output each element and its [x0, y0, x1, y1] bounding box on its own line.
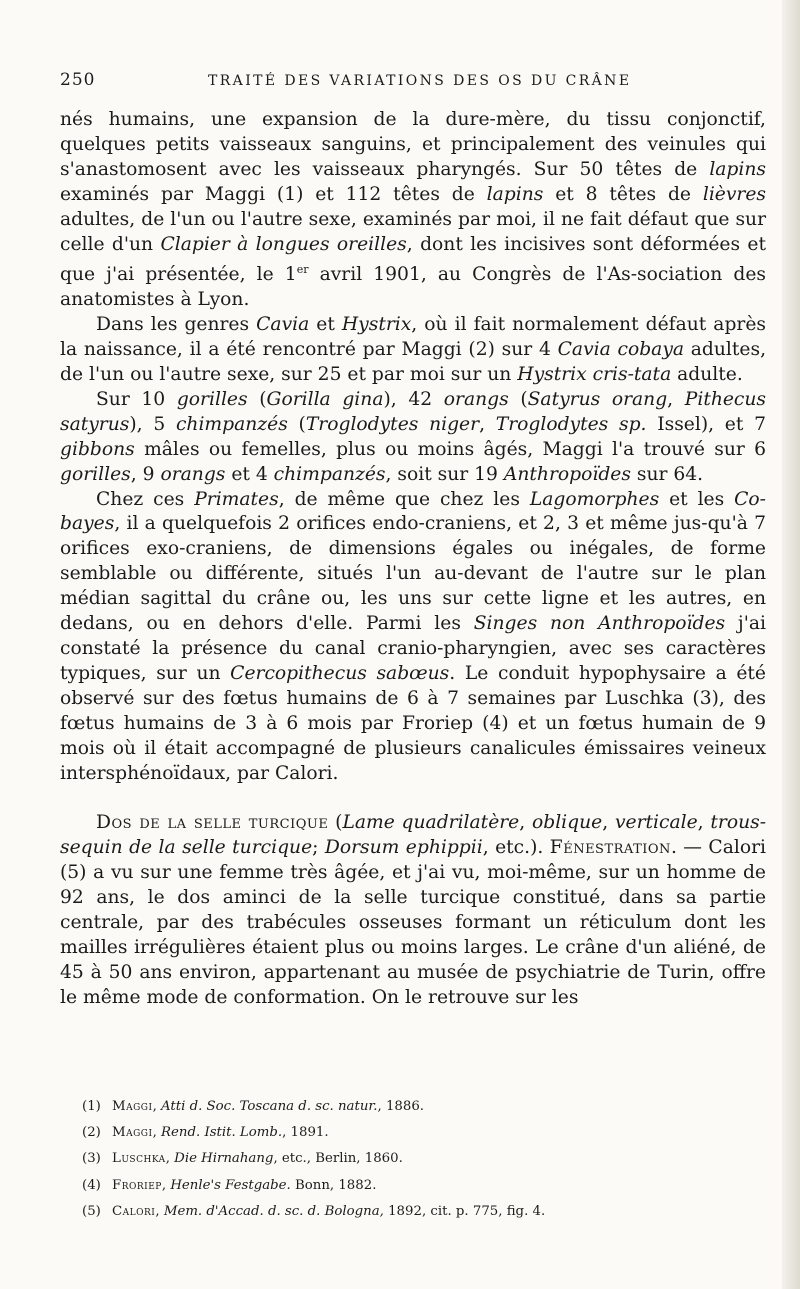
footnote: (3) Luschka, Die Hirnahang, etc., Berlin, 1860.: [82, 1151, 403, 1167]
main-text: [60, 108, 766, 1011]
page-header: [60, 70, 760, 92]
section-heading: Dos de la selle turcique: [96, 811, 329, 833]
scan-edge-shadow: [782, 0, 800, 1289]
footnote: (2) Maggi, Rend. Istit. Lomb., 1891.: [82, 1125, 329, 1141]
paragraph-3: Sur 10 gorilles (Gorilla gina), 42 orangs (Satyrus orang, Pithecus satyrus), 5 chimpanzés (Troglodytes niger, Troglodytes sp. Issel), et 7 gibbons mâles ou femelles, plus ou moins âgés, Maggi l'a trouvé sur 6 gorilles, 9 orangs et 4 chimpanzés, soit sur 19 Anthropoïdes sur 64.: [60, 388, 767, 485]
paragraph-5: Dos de la selle turcique (Lame quadrilatère, oblique, verticale, trous-sequin de la selle turcique; Dorsum ephippii, etc.). Fénestration. — Calori (5) a vu sur une femme très âgée, et j'ai vu, moi-même, sur un homme de 92 ans, le dos aminci de la selle turcique constitué, dans sa partie centrale, par des trabécules osseuses formant un réticulum dont les mailles irrégulières étaient plus ou moins larges. Le crâne d'un aliéné, de 45 à 50 ans environ, appartenant au musée de psychiatrie de Turin, offre le même mode de conformation. On le retrouve sur les: [60, 811, 767, 1008]
paragraph-4: Chez ces Primates, de même que chez les Lagomorphes et les Co-bayes, il a quelquefois 2 orifices endo-craniens, et 2, 3 et même jus-qu'à 7 orifices exo-craniens, de dimensions égales ou inégales, de forme semblable ou différente, situés l'un au-devant de l'autre sur le plan médian sagittal du crâne ou, les uns sur cette ligne et les autres, en dedans, ou en dehors d'elle. Parmi les Singes non Anthropoïdes j'ai constaté la présence du canal cranio-pharyngien, avec ses caractères typiques, sur un Cercopithecus sabœus. Le conduit hypophysaire a été observé sur des fœtus humains de 6 à 7 semaines par Luschka (3), des fœtus humains de 3 à 6 mois par Froriep (4) et un fœtus humain de 9 mois où il était accompagné de plusieurs canalicules émissaires veineux intersphénoïdaux, par Calori.: [60, 488, 766, 785]
footnote: (5) Calori, Mem. d'Accad. d. sc. d. Bologna, 1892, cit. p. 775, fig. 4.: [82, 1203, 546, 1219]
paragraph-1: nés humains, une expansion de la dure-mère, du tissu conjonctif, quelques petits vaisseaux sanguins, et principalement des veinules qui s'anastomosent avec les vaisseaux pharyngés. Sur 50 têtes de lapins examinés par Maggi (1) et 112 têtes de lapins et 8 têtes de lièvres adultes, de l'un ou l'autre sexe, examinés par moi, il ne fait défaut que sur celle d'un Clapier à longues oreilles, dont les incisives sont déformées et que j'ai présentée, le 1er avril 1901, au Congrès de l'As-sociation des anatomistes à Lyon.: [60, 109, 767, 310]
subsection-heading: Fénestration: [549, 836, 671, 858]
footnotes: [82, 1094, 772, 1225]
footnote: (4) Froriep, Henle's Festgabe. Bonn, 1882.: [82, 1177, 377, 1193]
paragraph-2: Dans les genres Cavia et Hystrix, où il fait normalement défaut après la naissance, il a été rencontré par Maggi (2) sur 4 Cavia cobaya adultes, de l'un ou l'autre sexe, sur 25 et par moi sur un Hystrix cris-tata adulte.: [60, 313, 767, 385]
footnote: (1) Maggi, Atti d. Soc. Toscana d. sc. natur., 1886.: [82, 1099, 425, 1114]
page-number: 250: [60, 70, 96, 90]
running-title: TRAITÉ DES VARIATIONS DES OS DU CRÂNE: [208, 73, 632, 89]
